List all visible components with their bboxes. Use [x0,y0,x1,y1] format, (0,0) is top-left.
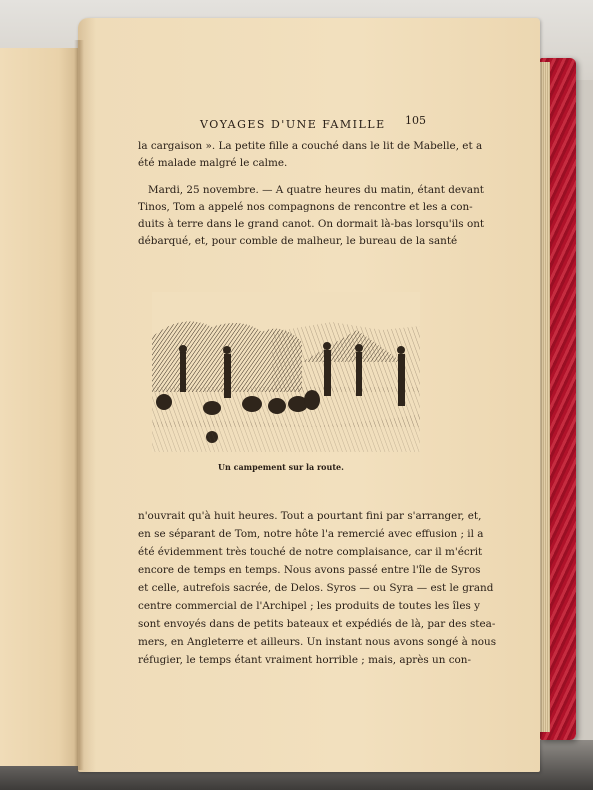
engraving-illustration [152,292,420,452]
page-number: 105 [405,114,426,127]
text-line: et celle, autrefois sacrée, de Delos. Syros — ou Syra — est le grand [138,582,494,594]
text-line: débarqué, et, pour comble de malheur, le bureau de la santé [138,235,458,247]
text-line: sont envoyés dans de petits bateaux et expédiés de là, par des stea- [138,618,496,630]
text-line: réfugier, le temps étant vraiment horrible ; mais, après un con- [138,654,471,666]
text-line: été évidemment très touché de notre complaisance, car il m'écrit [138,546,483,558]
text-line: mers, en Angleterre et ailleurs. Un instant nous avons songé à nous [138,636,497,648]
text-line: Tinos, Tom a appelé nos compagnons de rencontre et les a con- [138,201,473,213]
text-line: n'ouvrait qu'à huit heures. Tout a pourtant fini par s'arranger, et, [138,510,482,522]
running-header: VOYAGES D'UNE FAMILLE [200,118,386,131]
text-line: duits à terre dans le grand canot. On dormait là-bas lorsqu'ils ont [138,218,485,230]
text-line: encore de temps en temps. Nous avons passé entre l'île de Syros [138,564,481,576]
text-line: Mardi, 25 novembre. — A quatre heures du matin, étant devant [148,184,484,196]
illustration-caption: Un campement sur la route. [218,462,344,472]
text-line: centre commercial de l'Archipel ; les produits de toutes les îles y [138,600,480,612]
text-line: été malade malgré le calme. [138,157,288,169]
text-line: la cargaison ». La petite fille a couché dans le lit de Mabelle, et a [138,140,483,152]
left-page [0,48,84,766]
book-gutter [74,40,84,770]
text-line: en se séparant de Tom, notre hôte l'a remercié avec effusion ; il a [138,528,484,540]
